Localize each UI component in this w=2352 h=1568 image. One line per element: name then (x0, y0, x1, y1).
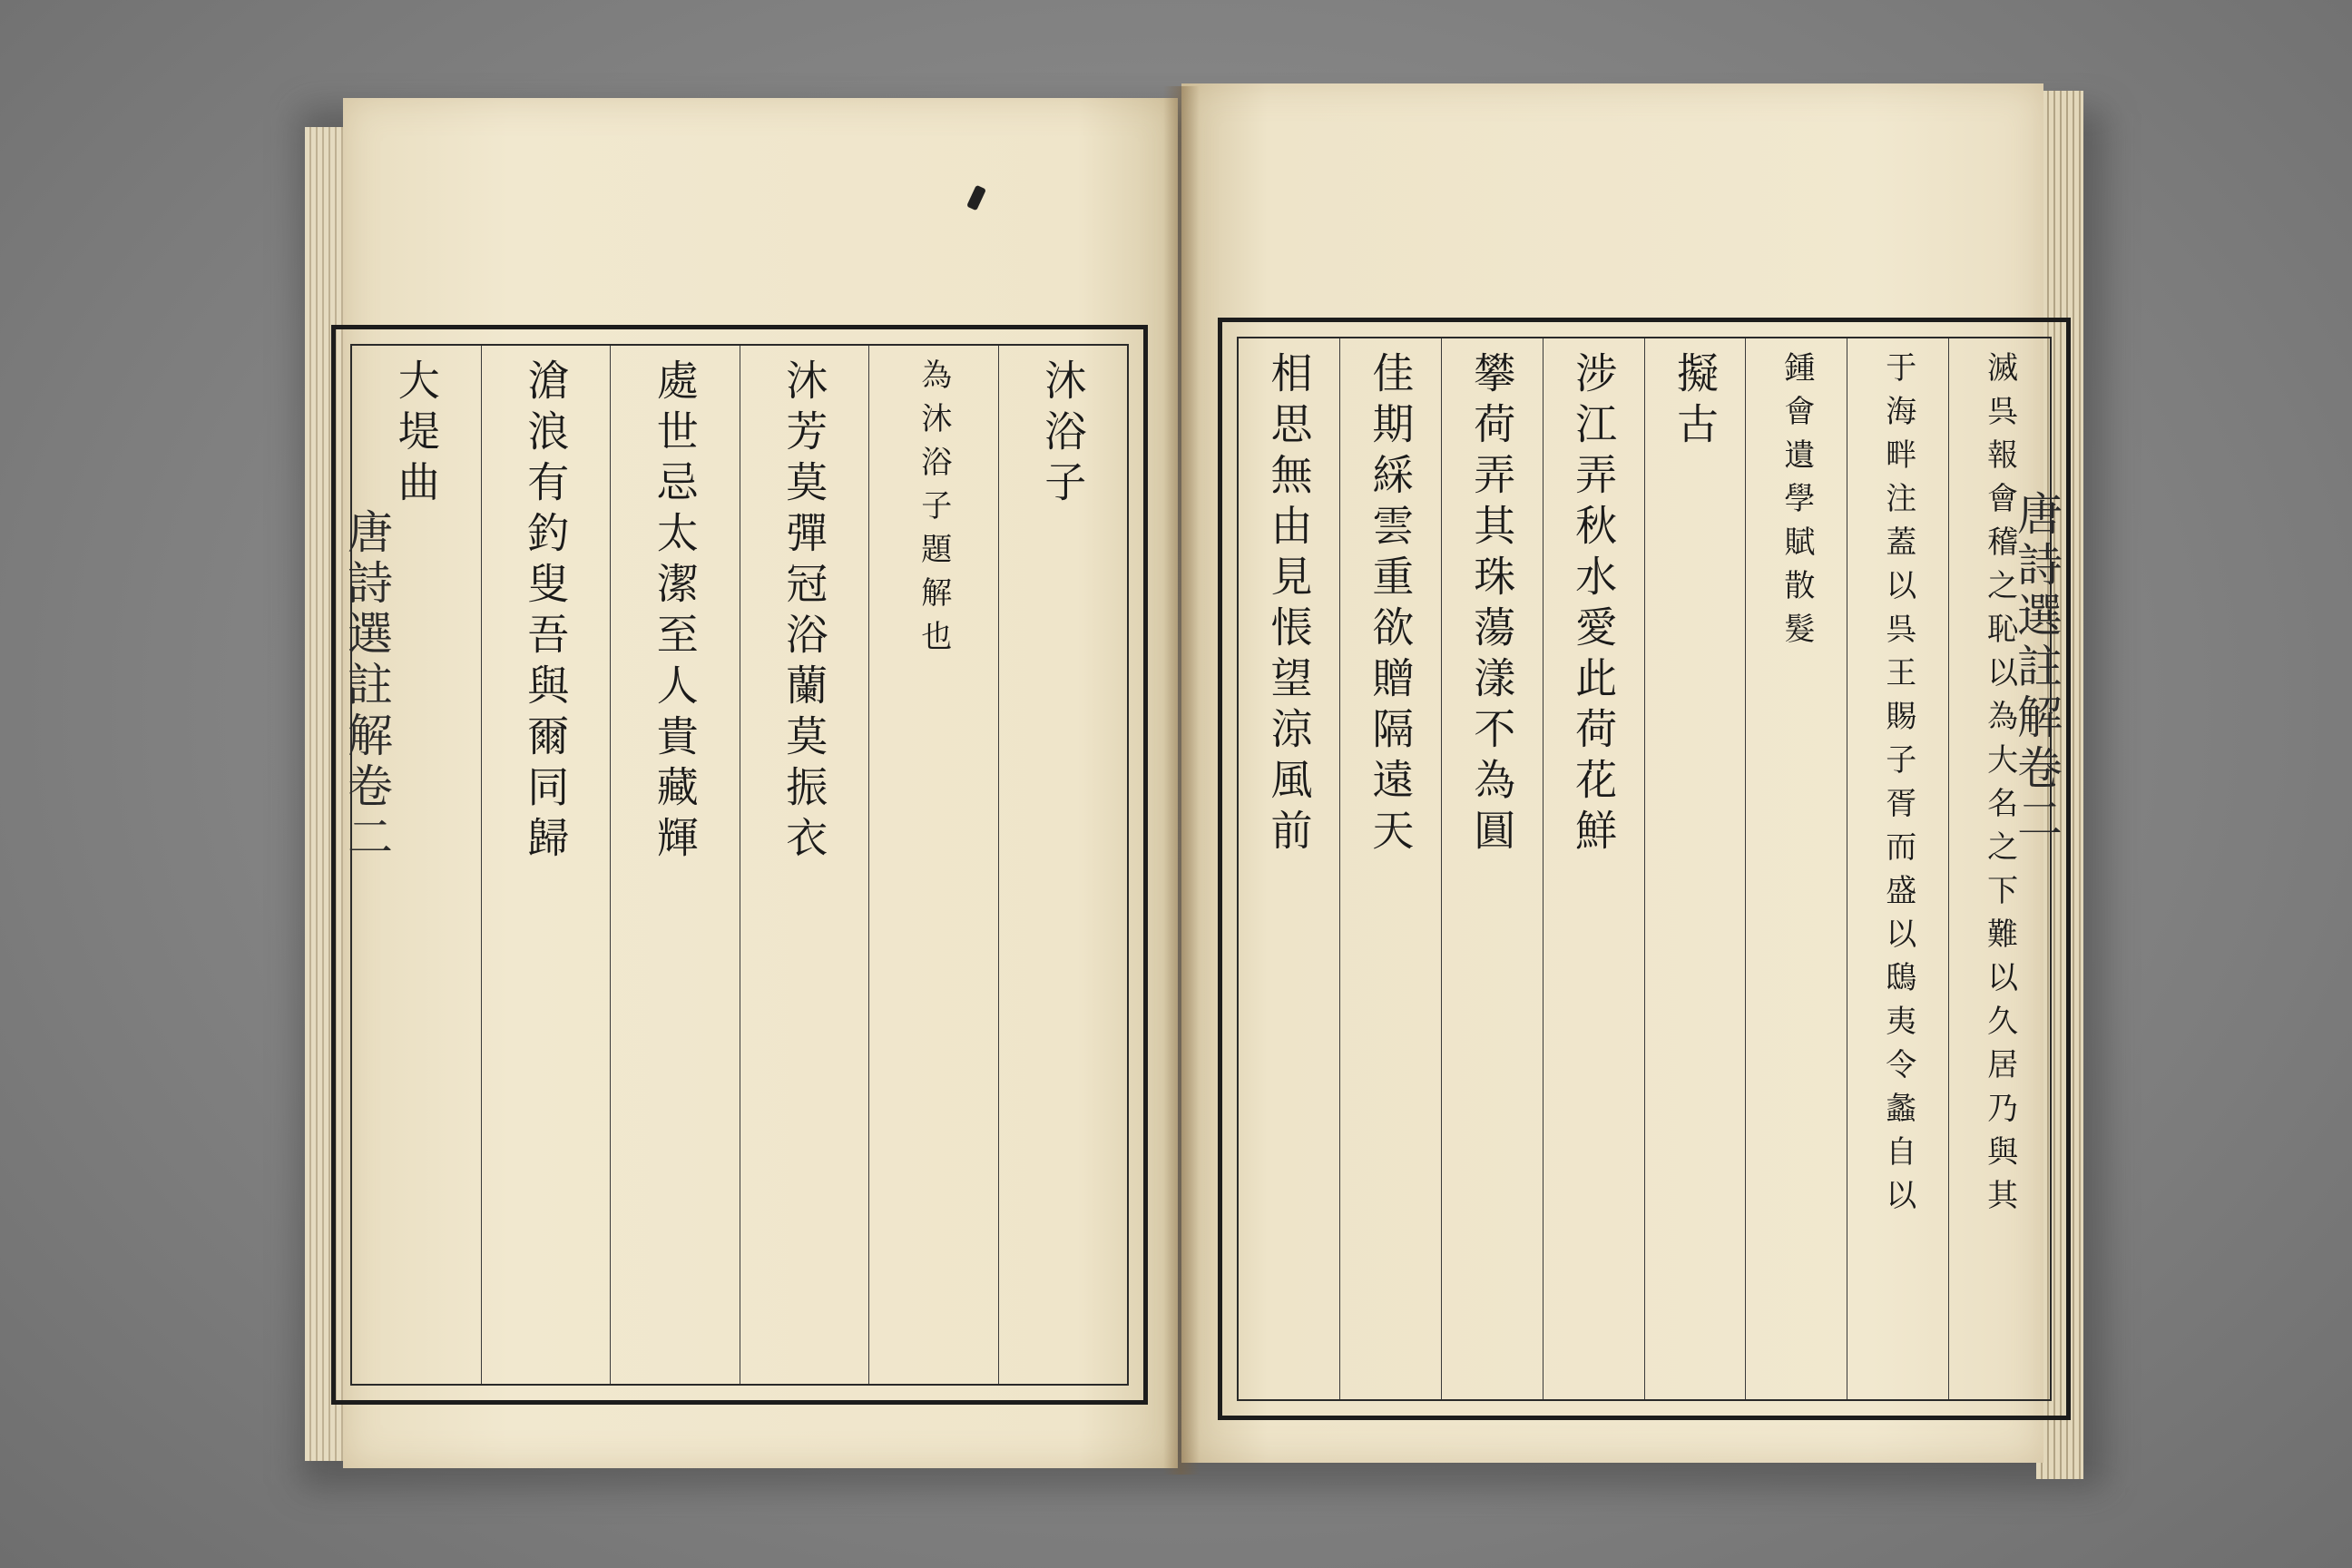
text-column (868, 346, 998, 1384)
column-text: 鍾會遺學賦散髮 (1778, 351, 1815, 656)
book-gutter (1163, 86, 1200, 1475)
column-text: 相思無由見悵望涼風前 (1264, 351, 1314, 859)
text-column (1847, 338, 1948, 1399)
column-text: 為沐浴子題解也 (915, 358, 952, 663)
text-column (481, 346, 611, 1384)
text-column (610, 346, 740, 1384)
left-text-frame (331, 325, 1148, 1405)
text-column (1441, 338, 1543, 1399)
column-text: 于海畔注蓋以呉王賜子胥而盛以鴟夷令蠡自以 (1879, 351, 1916, 1222)
text-column (1644, 338, 1746, 1399)
text-column (1339, 338, 1441, 1399)
left-spine-label: 唐詩選註解卷二 (340, 508, 393, 864)
right-spine-label: 唐詩選註解卷二 (2010, 490, 2063, 846)
column-text: 滅呉報會稽之恥以為大名之下難以久居乃與其 (1981, 351, 2018, 1222)
right-columns (1239, 338, 2050, 1399)
column-text: 沐浴子 (1038, 358, 1088, 511)
text-column (1543, 338, 1644, 1399)
text-column (1745, 338, 1847, 1399)
text-column (998, 346, 1128, 1384)
text-column (740, 346, 869, 1384)
column-text: 佳期綵雲重欲贈隔遠天 (1366, 351, 1416, 859)
column-text: 處世忌太潔至人貴藏輝 (650, 358, 700, 867)
text-column (1239, 338, 1339, 1399)
right-text-frame (1218, 318, 2071, 1420)
text-column (352, 346, 481, 1384)
column-text: 攀荷弄其珠蕩漾不為圓 (1467, 351, 1517, 859)
column-text: 涉江弄秋水愛此荷花鮮 (1569, 351, 1619, 859)
column-text: 滄浪有釣叟吾與爾同歸 (521, 358, 571, 867)
column-text: 大堤曲 (391, 358, 441, 511)
left-columns (352, 346, 1127, 1384)
column-text: 沐芳莫彈冠浴蘭莫振衣 (779, 358, 829, 867)
column-text: 擬古 (1670, 351, 1720, 453)
